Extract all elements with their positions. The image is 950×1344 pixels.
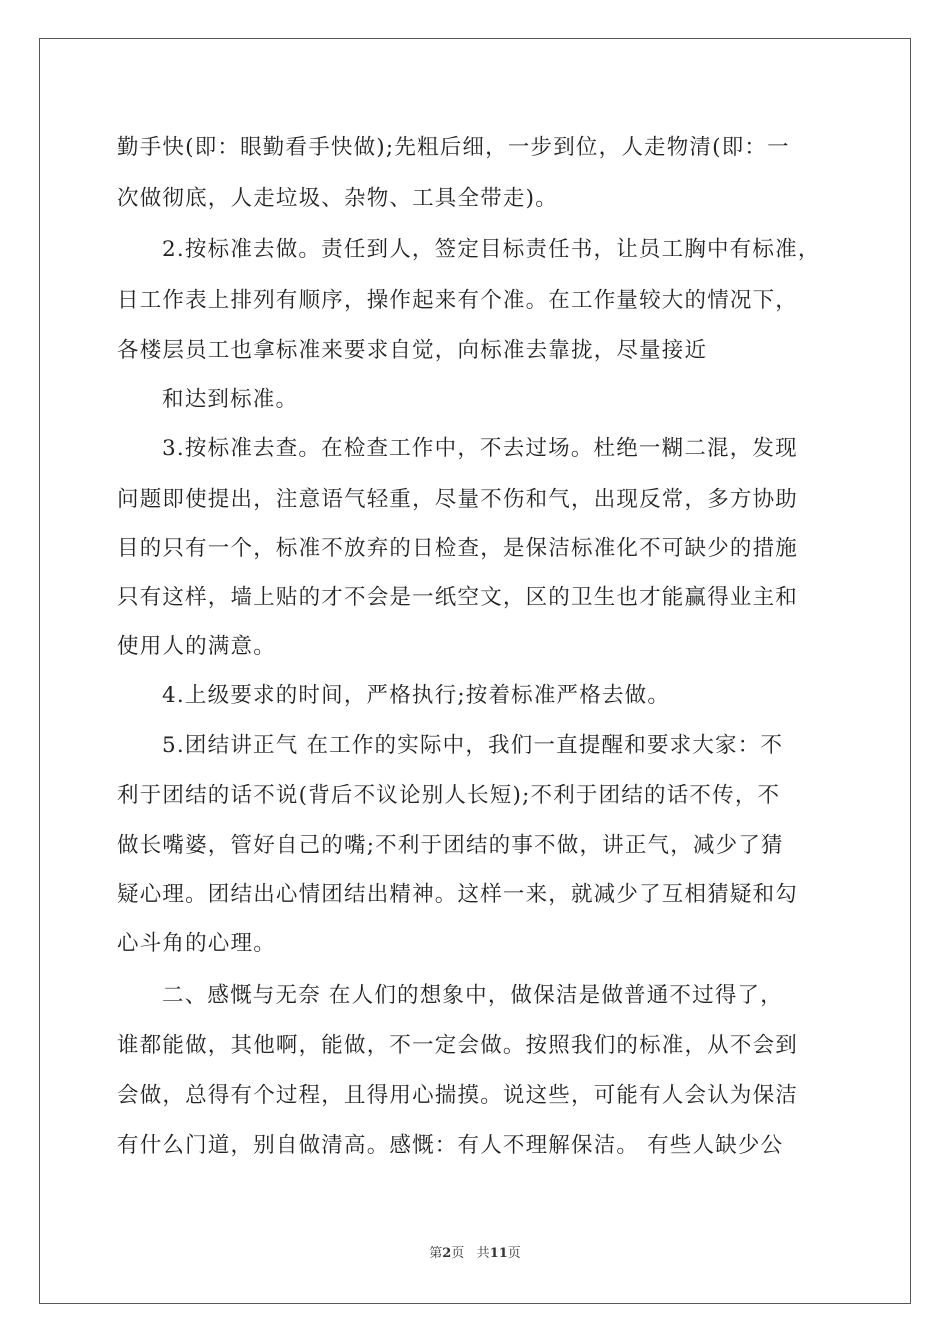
text-line: 只有这样，墙上贴的才不会是一纸空文，区的卫生也才能赢得业主和 [117, 585, 799, 610]
page-footer [0, 1245, 950, 1263]
text-line: 谁都能做，其他啊，能做，不一定会做。按照我们的标准，从不会到 [117, 1033, 799, 1058]
text-line: 二、感慨与无奈 在人们的想象中，做保洁是做普通不过得了， [162, 983, 783, 1008]
page-label-suffix: 页 [451, 1246, 465, 1261]
text-line: 使用人的满意。 [117, 634, 276, 659]
text-line: 2.按标准去做。责任到人，签定目标责任书，让员工胸中有标准， [162, 237, 821, 262]
text-line: 4.上级要求的时间，严格执行;按着标准严格去做。 [162, 683, 671, 708]
total-label-suffix: 页 [507, 1246, 521, 1261]
text-line: 问题即使提出，注意语气轻重，尽量不伤和气，出现反常，多方协助 [117, 487, 799, 512]
total-pages: 11 [489, 1246, 508, 1261]
text-line: 会做，总得有个过程，且得用心揣摸。说这些，可能有人会认为保洁 [117, 1083, 799, 1108]
page-label-prefix: 第 [429, 1246, 443, 1261]
text-line: 利于团结的话不说(背后不议论别人长短);不利于团结的话不传，不 [117, 783, 781, 808]
text-line: 次做彻底，人走垃圾、杂物、工具全带走)。 [117, 186, 558, 211]
text-line: 3.按标准去查。在检查工作中，不去过场。杜绝一糊二混，发现 [162, 436, 798, 461]
text-line: 日工作表上排列有顺序，操作起来有个准。在工作量较大的情况下， [117, 288, 799, 313]
page-border [39, 38, 911, 1304]
text-line: 勤手快(即：眼勤看手快做);先粗后细，一步到位，人走物清(即：一 [117, 135, 790, 160]
text-line: 做长嘴婆，管好自己的嘴;不利于团结的事不做，讲正气，减少了猜 [117, 833, 784, 858]
page-number: 2 [442, 1246, 452, 1261]
text-line: 心斗角的心理。 [117, 931, 276, 956]
text-line: 有什么门道，别自做清高。感慨：有人不理解保洁。 有些人缺少公 [117, 1133, 784, 1158]
total-label-prefix: 共 [476, 1246, 490, 1261]
text-line: 各楼层员工也拿标准来要求自觉，向标准去靠拢，尽量接近 [117, 338, 708, 363]
text-line: 和达到标准。 [162, 387, 299, 412]
text-line: 目的只有一个，标准不放弃的日检查，是保洁标准化不可缺少的措施 [117, 536, 799, 561]
text-line: 5.团结讲正气 在工作的实际中，我们一直提醒和要求大家：不 [162, 733, 784, 758]
text-line: 疑心理。团结出心情团结出精神。这样一来，就减少了互相猜疑和勾 [117, 882, 799, 907]
